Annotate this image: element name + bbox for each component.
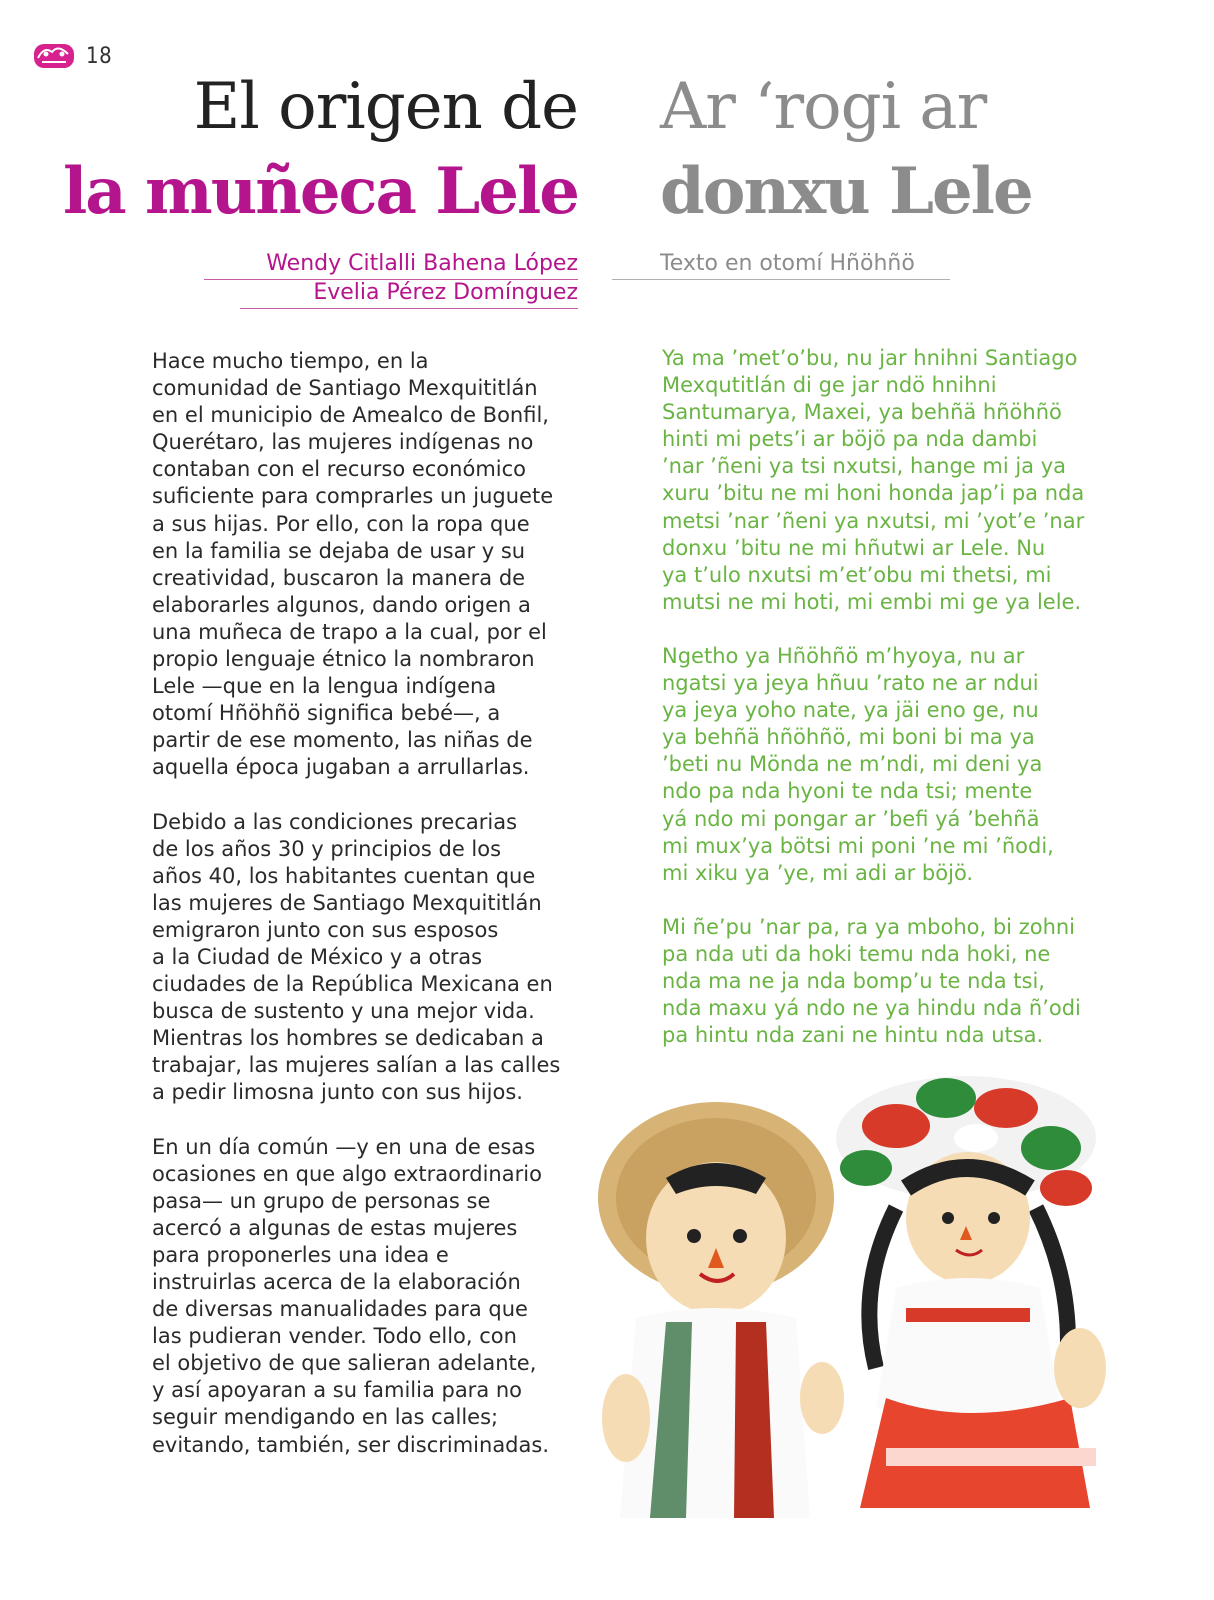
text-line: acercó a algunas de estas mujeres (152, 1215, 518, 1240)
paragraph (662, 643, 1122, 887)
text-line: de los años 30 y principios de los (152, 836, 502, 861)
text-line: comunidad de Santiago Mexquititlán (152, 376, 538, 401)
divider (612, 279, 950, 280)
text-line: emigraron junto con sus esposos (152, 917, 499, 942)
text-line: mi xiku ya ’ye, mi adi ar böjö. (662, 860, 974, 885)
text-line: pa hintu nda zani ne hintu nda utsa. (662, 1023, 1044, 1048)
text-line: Mientras los hombres se dedicaban a (152, 1026, 544, 1051)
text-line: mutsi ne mi hoti, mi embi mi ge ya lele. (662, 589, 1082, 614)
text-line: seguir mendigando en las calles; (152, 1405, 499, 1430)
text-line: Ya ma ’met’o’bu, nu jar hnihni Santiago (662, 346, 1078, 370)
paragraph (662, 345, 1122, 616)
text-line: suficiente para comprarles un juguete (152, 484, 554, 509)
text-line: en el municipio de Amealco de Bonfil, (152, 403, 549, 428)
text-line: años 40, los habitantes cuentan que (152, 863, 536, 888)
author-name: Evelia Pérez Domínguez (313, 280, 578, 305)
female-doll-image (836, 1076, 1106, 1508)
lele-dolls-photo (596, 1068, 1156, 1520)
text-line: instruirlas acerca de la elaboración (152, 1270, 521, 1294)
text-line: ya behñä hñöhñö, mi boni bi ma ya (662, 725, 1035, 750)
text-line: En un día común —y en una de esas (152, 1134, 536, 1159)
text-line: yá ndo mi pongar ar ’befi yá ’behñä (662, 806, 1040, 831)
text-line: ’nar ’ñeni ya tsi nxutsi, hange mi ja ya (662, 454, 1067, 479)
text-line: ya t’ulo nxutsi m’et’obu mi thetsi, mi (662, 562, 1052, 587)
text-line: y así apoyaran a su familia para no (152, 1378, 523, 1403)
paragraph (152, 348, 592, 782)
title-spanish-line1: El origen de (193, 70, 578, 144)
text-line: el objetivo de que salieran adelante, (152, 1351, 537, 1376)
text-line: nda maxu yá ndo ne ya hindu nda ñ’odi (662, 996, 1081, 1021)
text-line: Mexqutitlán di ge jar ndö hnihni (662, 373, 997, 398)
divider (240, 308, 578, 309)
text-line: nda ma ne ja nda bomp’u te nda tsi, (662, 968, 1045, 993)
text-line: metsi ’nar ’ñeni ya nxutsi, mi ’yot’e ’nar (662, 508, 1085, 533)
text-line: contaban con el recurso económico (152, 457, 527, 482)
text-line: Ngetho ya Hñöhñö m’hyoya, nu ar (662, 643, 1025, 668)
otomi-body-column (662, 345, 1122, 1076)
text-line: creatividad, buscaron la manera de (152, 565, 526, 590)
text-line: ngatsi ya jeya hñuu ’rato ne ar ndui (662, 671, 1039, 696)
paragraph (152, 809, 592, 1107)
text-line: las pudieran vender. Todo ello, con (152, 1324, 517, 1349)
text-line: ya jeya yoho nate, ya jäi eno ge, nu (662, 698, 1039, 723)
text-line: en la familia se dejaba de usar y su (152, 538, 526, 563)
page-number: 18 (86, 44, 113, 69)
text-line: de diversas manualidades para que (152, 1297, 528, 1322)
text-line: trabajar, las mujeres salían a las calles (152, 1053, 561, 1078)
text-line: a sus hijas. Por ello, con la ropa que (152, 511, 530, 536)
text-line: aquella época jugaban a arrullarlas. (152, 755, 530, 780)
text-line: partir de ese momento, las niñas de (152, 728, 533, 753)
male-doll-image (598, 1102, 844, 1518)
text-line: hinti mi pets’i ar böjö pa nda dambi (662, 427, 1038, 452)
text-line: Hace mucho tiempo, en la (152, 349, 429, 373)
text-line: pa nda uti da hoki temu nda hoki, ne (662, 941, 1051, 966)
paragraph (152, 1134, 592, 1459)
text-line: donxu ’bitu ne mi hñutwi ar Lele. Nu (662, 535, 1046, 560)
text-line: a la Ciudad de México y a otras (152, 944, 483, 969)
title-otomi-line2: donxu Lele (660, 154, 1032, 229)
text-line: elaborarles algunos, dando origen a (152, 592, 531, 617)
text-line: a pedir limosna junto con sus hijos. (152, 1080, 523, 1105)
text-line: Santumarya, Maxei, ya behñä hñöhñö (662, 400, 1062, 425)
text-line: ocasiones en que algo extraordinario (152, 1161, 542, 1186)
text-line: ndo pa nda hyoni te nda tsi; mente (662, 779, 1033, 804)
text-line: ’beti nu Mönda ne m’ndi, mi deni ya (662, 752, 1043, 777)
text-line: evitando, también, ser discriminadas. (152, 1432, 550, 1457)
text-line: propio lenguaje étnico la nombraron (152, 647, 535, 672)
text-line: pasa— un grupo de personas se (152, 1188, 491, 1213)
text-line: Lele —que en la lengua indígena (152, 674, 497, 699)
magazine-logo-icon (32, 40, 76, 72)
text-line: mi mux’ya bötsi mi poni ’ne mi ’ñodi, (662, 833, 1054, 858)
text-line: Debido a las condiciones precarias (152, 809, 518, 834)
title-otomi-line1: Ar ‘rogi ar (660, 70, 987, 144)
text-line: xuru ’bitu ne mi honi honda jap’i pa nda (662, 481, 1085, 506)
title-spanish-line2: la muñeca Lele (62, 154, 578, 229)
author-name: Wendy Citlalli Bahena López (266, 251, 578, 276)
spanish-body-column (152, 348, 592, 1486)
text-line: Querétaro, las mujeres indígenas no (152, 430, 534, 455)
text-line: las mujeres de Santiago Mexquititlán (152, 890, 542, 915)
text-line: para proponerles una idea e (152, 1242, 449, 1267)
text-line: Mi ñe’pu ’nar pa, ra ya mboho, bi zohni (662, 914, 1076, 939)
text-line: busca de sustento y una mejor vida. (152, 999, 535, 1024)
text-line: ciudades de la República Mexicana en (152, 972, 553, 997)
translation-byline: Texto en otomí Hñöhñö (660, 251, 915, 276)
paragraph (662, 914, 1122, 1049)
text-line: otomí Hñöhñö significa bebé—, a (152, 701, 501, 726)
text-line: una muñeca de trapo a la cual, por el (152, 619, 547, 644)
